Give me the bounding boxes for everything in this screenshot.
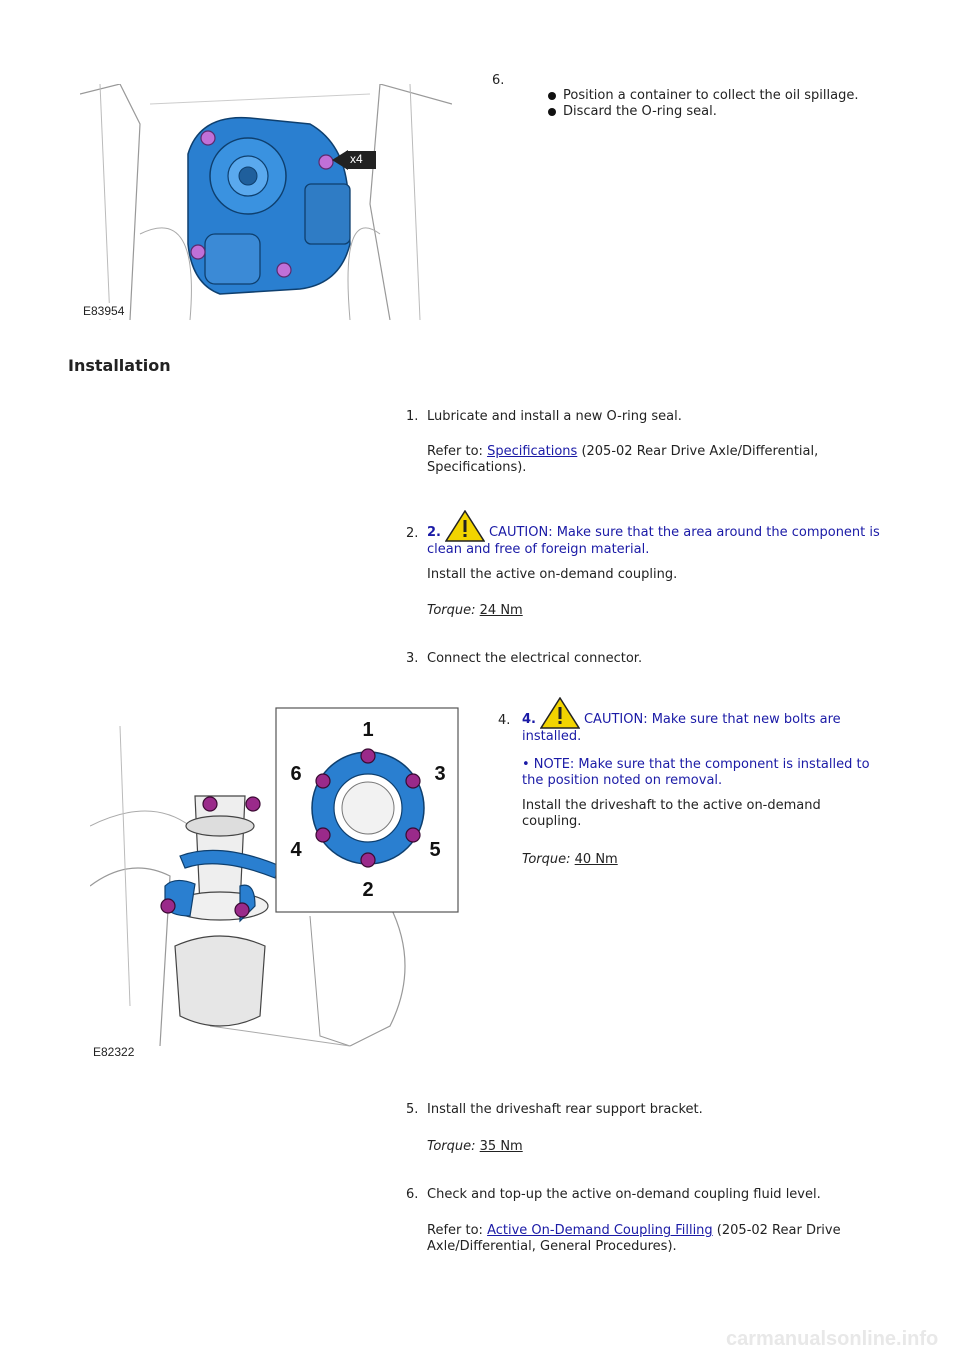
bolt-icon <box>406 774 420 788</box>
step-6-reference <box>427 1223 877 1255</box>
step-4-torque <box>522 852 618 868</box>
step-2-caution <box>427 510 887 558</box>
sequence-number-5: 5 <box>429 839 441 861</box>
sequence-number-1: 1 <box>362 719 374 741</box>
coupling-illustration <box>80 84 452 320</box>
sequence-number-6: 6 <box>290 763 302 785</box>
refer-suffix: (205-02 Rear Drive Axle/Differential, General Procedures). <box>427 1223 841 1254</box>
bolt-icon <box>203 797 217 811</box>
bolt-icon <box>316 828 330 842</box>
figure-driveshaft-install <box>90 706 460 1066</box>
bolt-icon <box>406 828 420 842</box>
bolt-icon <box>319 155 333 169</box>
step-2-caution-text: CAUTION: Make sure that the area around the component is clean and free of foreign material. <box>427 525 880 557</box>
bolt-icon <box>191 245 205 259</box>
refer-suffix: (205-02 Rear Drive Axle/Differential, Specifications). <box>427 444 819 475</box>
step-1-reference <box>427 444 887 476</box>
removal-bullet-1: Position a container to collect the oil spillage. <box>563 88 859 103</box>
step-4-bold-number: 4. <box>522 712 536 727</box>
footer-watermark: carmanualsonline.info <box>726 1328 939 1350</box>
refer-prefix: Refer to: <box>427 1223 488 1238</box>
bolt-icon <box>361 749 375 763</box>
torque-label: Torque: <box>522 852 571 867</box>
bolt-icon <box>235 903 249 917</box>
step-4-number: 4. <box>498 713 511 728</box>
bolt-icon <box>201 131 215 145</box>
torque-value: 24 Nm <box>479 603 523 618</box>
removal-step-number: 6. <box>492 73 505 88</box>
torque-label: Torque: <box>427 603 476 618</box>
step-5-torque <box>427 1139 523 1155</box>
step-6-number: 6. <box>406 1187 419 1202</box>
torque-value: 40 Nm <box>574 852 618 867</box>
step-2-torque <box>427 603 523 619</box>
specifications-link[interactable]: Specifications <box>487 444 578 459</box>
bullet-icon <box>548 92 556 100</box>
sequence-number-4: 4 <box>290 839 302 861</box>
step-6-text: Check and top-up the active on-demand coupling fluid level. <box>427 1187 821 1202</box>
removal-bullet-2: Discard the O-ring seal. <box>563 104 717 119</box>
step-2-number: 2. <box>406 526 419 541</box>
step-1-text: Lubricate and install a new O-ring seal. <box>427 409 682 424</box>
step-3-number: 3. <box>406 651 419 666</box>
bolt-icon <box>246 797 260 811</box>
bullet-icon <box>548 108 556 116</box>
step-5-text: Install the driveshaft rear support bracket. <box>427 1102 703 1117</box>
step-4-caution <box>522 697 892 745</box>
sequence-number-2: 2 <box>362 879 374 901</box>
torque-label: Torque: <box>427 1139 476 1154</box>
figure-id-label: E82322 <box>90 1044 137 1060</box>
step-5-number: 5. <box>406 1102 419 1117</box>
torque-value: 35 Nm <box>479 1139 523 1154</box>
sequence-number-3: 3 <box>434 763 446 785</box>
bolt-icon <box>161 899 175 913</box>
step-3-text: Connect the electrical connector. <box>427 651 643 666</box>
driveshaft-illustration <box>90 706 460 1066</box>
bolt-icon <box>277 263 291 277</box>
step-4-note: • NOTE: Make sure that the component is installed to the position noted on removal. <box>522 757 870 788</box>
section-title: Installation <box>68 356 171 375</box>
refer-prefix: Refer to: <box>427 444 488 459</box>
step-2-text: Install the active on-demand coupling. <box>427 567 678 582</box>
warning-icon <box>445 510 485 542</box>
step-4-text: Install the driveshaft to the active on-demand coupling. <box>522 798 821 829</box>
bolt-icon <box>316 774 330 788</box>
step-1-number: 1. <box>406 409 419 424</box>
figure-coupling-removal <box>80 84 452 320</box>
figure-id-label: E83954 <box>80 303 127 319</box>
step-2-bold-number: 2. <box>427 525 441 540</box>
figure-callout: x4 <box>350 152 363 166</box>
step-4-caution-text: CAUTION: Make sure that new bolts are installed. <box>522 712 841 744</box>
coupling-filling-link[interactable]: Active On-Demand Coupling Filling <box>487 1223 713 1238</box>
warning-icon <box>540 697 580 729</box>
bolt-icon <box>361 853 375 867</box>
